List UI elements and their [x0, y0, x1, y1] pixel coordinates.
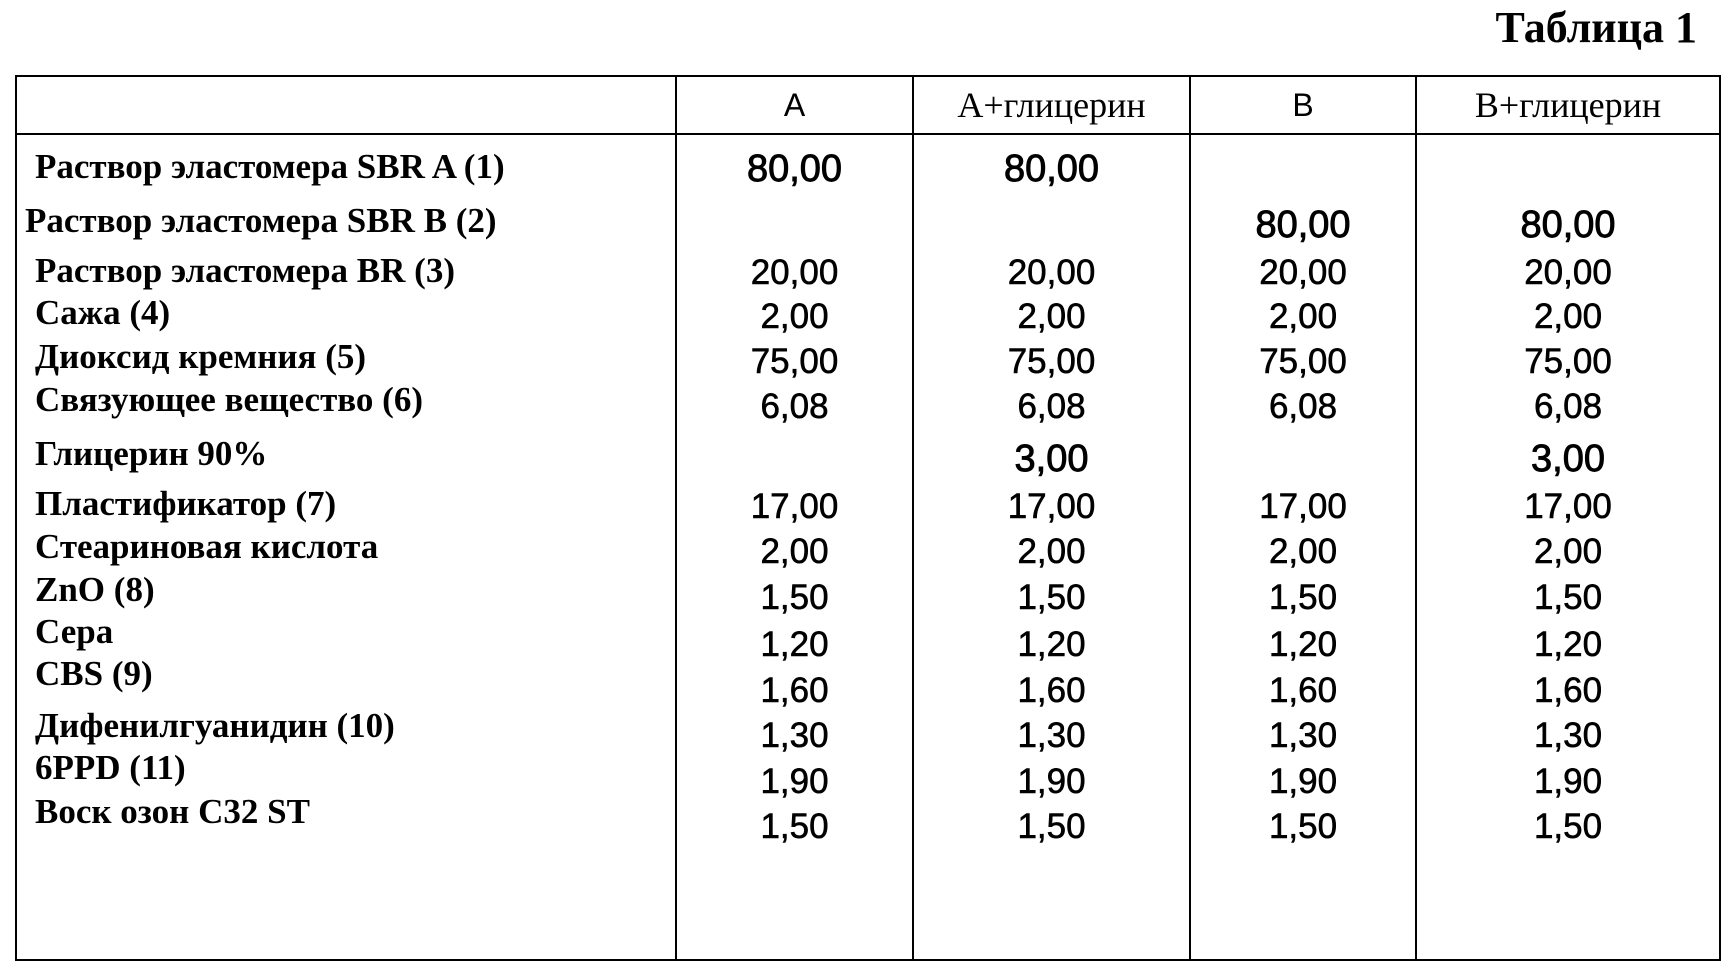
table-cell: 1,50 [760, 807, 829, 846]
table-cell: 75,00 [1259, 342, 1347, 381]
row-label: Диоксид кремния (5) [35, 337, 367, 376]
table-cell: 1,50 [760, 578, 829, 617]
values-column-b [1190, 134, 1416, 960]
table-cell: 3,00 [1531, 438, 1605, 480]
ingredient-names-column [16, 134, 676, 960]
table-cell: 1,50 [1017, 807, 1086, 846]
table-cell: 1,20 [760, 625, 829, 664]
table-cell: 17,00 [1007, 487, 1096, 526]
table-cell: 2,00 [1268, 532, 1338, 571]
table-cell: 1,20 [1533, 625, 1603, 664]
table-cell: 1,50 [1268, 807, 1338, 846]
row-label: Дифенилгуанидин (10) [35, 706, 395, 745]
row-label: Стеариновая кислота [35, 527, 379, 566]
row-label: CBS (9) [35, 654, 153, 693]
table-cell: 17,00 [1524, 487, 1612, 526]
table-cell: 6,08 [1268, 387, 1338, 426]
table-cell: 2,00 [1268, 297, 1338, 336]
table-cell: 20,00 [1259, 253, 1347, 292]
table-cell: 80,00 [1520, 204, 1616, 246]
table-cell: 2,00 [1017, 297, 1086, 336]
header-row [16, 76, 1720, 134]
row-label: Сера [35, 612, 114, 651]
table-cell: 2,00 [1533, 297, 1603, 336]
row-label: Связующее вещество (6) [35, 380, 423, 419]
row-label: Сажа (4) [35, 293, 171, 332]
table-cell: 1,30 [1017, 716, 1086, 755]
table-cell: 1,20 [1268, 625, 1338, 664]
table-cell: 1,30 [1533, 716, 1603, 755]
table-cell: 2,00 [760, 532, 829, 571]
table-cell: 80,00 [746, 148, 843, 190]
values-column-b-glycerin [1416, 134, 1720, 960]
row-label: ZnO (8) [35, 570, 155, 609]
table-cell: 17,00 [1259, 487, 1347, 526]
table-cell: 1,30 [1268, 716, 1338, 755]
table-cell: 1,60 [760, 671, 829, 710]
table-cell: 1,50 [1533, 807, 1603, 846]
table-cell: 80,00 [1003, 148, 1100, 190]
row-label: 6PPD (11) [35, 748, 186, 787]
body-row [16, 134, 1720, 960]
table-cell: 1,90 [760, 762, 829, 801]
table-title: Таблица 1 [1495, 3, 1697, 52]
row-label: Раствор эластомера SBR B (2) [25, 201, 497, 240]
table-cell: 75,00 [1524, 342, 1612, 381]
table-cell: 75,00 [1007, 342, 1096, 381]
table-cell: 1,50 [1533, 578, 1603, 617]
table-cell: 20,00 [1007, 253, 1096, 292]
header-col-a-glycerin: A+глицерин [913, 76, 1190, 134]
row-label: Пластификатор (7) [35, 484, 337, 523]
table-cell: 6,08 [1017, 387, 1086, 426]
table-cell: 1,90 [1533, 762, 1603, 801]
row-label: Глицерин 90% [35, 434, 268, 473]
table-cell: 20,00 [750, 253, 839, 292]
header-corner [16, 76, 676, 134]
table-cell: 2,00 [1533, 532, 1603, 571]
table-cell: 1,30 [760, 716, 829, 755]
values-column-a [676, 134, 913, 960]
row-label: Воск озон C32 ST [35, 792, 310, 831]
table-cell: 1,90 [1017, 762, 1086, 801]
table-cell: 17,00 [750, 487, 839, 526]
table-cell: 1,60 [1017, 671, 1086, 710]
row-label: Раствор эластомера SBR A (1) [35, 147, 505, 186]
header-col-b: B [1190, 76, 1416, 134]
table-cell: 1,50 [1017, 578, 1086, 617]
table-cell: 1,60 [1533, 671, 1603, 710]
header-col-a: A [676, 76, 913, 134]
table-cell: 3,00 [1014, 438, 1089, 480]
table-cell: 6,08 [760, 387, 829, 426]
table-cell: 80,00 [1255, 204, 1351, 246]
table-cell: 1,60 [1268, 671, 1338, 710]
values-column-a-glycerin [913, 134, 1190, 960]
table-cell: 6,08 [1533, 387, 1603, 426]
table-cell: 2,00 [760, 297, 829, 336]
table-cell: 20,00 [1524, 253, 1612, 292]
header-col-b-glycerin: B+глицерин [1416, 76, 1720, 134]
table-cell: 1,50 [1268, 578, 1338, 617]
table-cell: 75,00 [750, 342, 839, 381]
table-cell: 1,20 [1017, 625, 1086, 664]
row-label: Раствор эластомера BR (3) [35, 251, 455, 290]
formulation-table [15, 75, 1721, 961]
table-cell: 2,00 [1017, 532, 1086, 571]
table-cell: 1,90 [1268, 762, 1338, 801]
